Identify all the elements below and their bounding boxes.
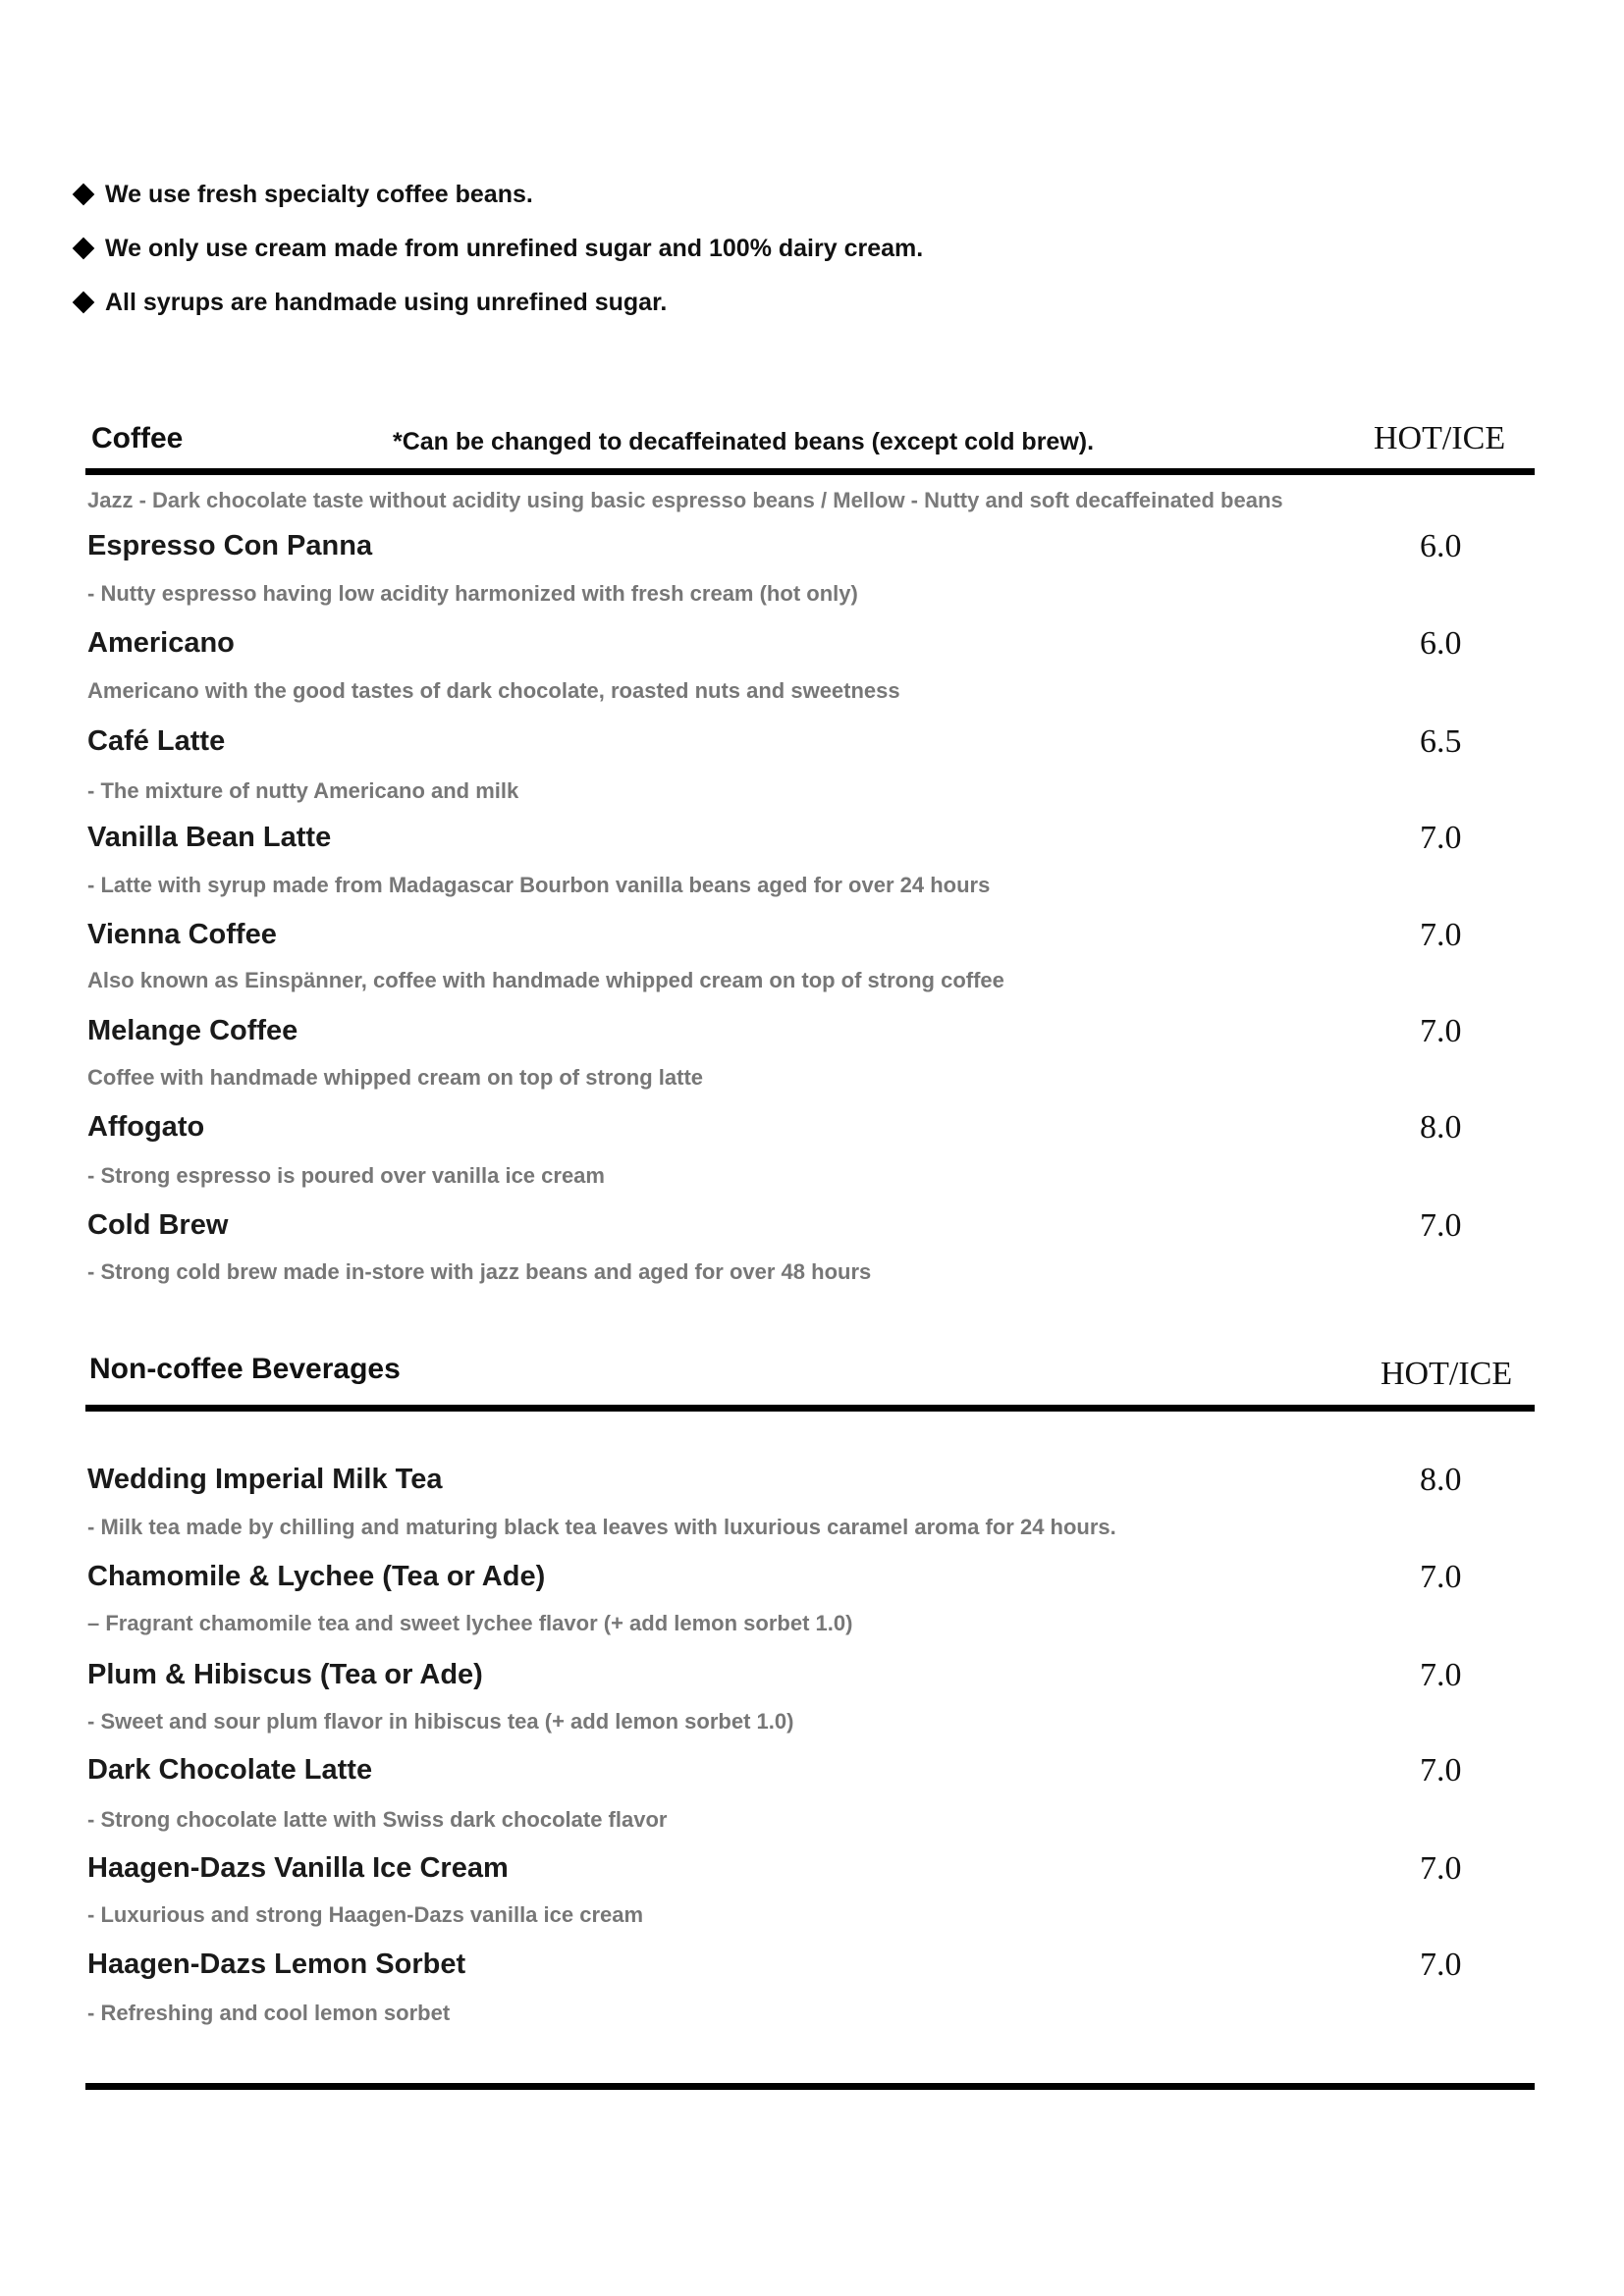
item-name: Chamomile & Lychee (Tea or Ade) [87, 1561, 546, 1592]
item-description: - Strong chocolate latte with Swiss dark chocolate flavor [87, 1807, 668, 1832]
note-text: All syrups are handmade using unrefined sugar. [105, 289, 668, 316]
item-price: 7.0 [1420, 917, 1462, 953]
noncoffee-column-header: HOT/ICE [1380, 1356, 1513, 1392]
menu-item [87, 725, 1482, 823]
menu-item [87, 1949, 1482, 2046]
item-price: 7.0 [1420, 820, 1462, 856]
item-description: - Sweet and sour plum flavor in hibiscus tea (+ add lemon sorbet 1.0) [87, 1709, 794, 1734]
item-description: – Fragrant chamomile tea and sweet lychee flavor (+ add lemon sorbet 1.0) [87, 1611, 853, 1635]
decaf-note: *Can be changed to decaffeinated beans (except cold brew). [393, 428, 1095, 455]
notes-list [72, 175, 923, 337]
menu-item [87, 530, 1482, 627]
item-name: Haagen-Dazs Lemon Sorbet [87, 1949, 466, 1980]
diamond-bullet-icon [73, 238, 95, 260]
item-name: Haagen-Dazs Vanilla Ice Cream [87, 1852, 509, 1884]
bottom-divider [85, 2083, 1535, 2090]
menu-item [87, 1754, 1482, 1851]
note-text: We use fresh specialty coffee beans. [105, 181, 533, 208]
coffee-column-header: HOT/ICE [1374, 420, 1506, 456]
note-item [72, 283, 923, 337]
note-text: We only use cream made from unrefined sugar and 100% dairy cream. [105, 235, 924, 262]
item-description: - Milk tea made by chilling and maturing black tea leaves with luxurious caramel aroma for 24 hours. [87, 1515, 1116, 1539]
item-description: - Nutty espresso having low acidity harmonized with fresh cream (hot only) [87, 581, 858, 606]
item-description: - Strong espresso is poured over vanilla ice cream [87, 1163, 605, 1188]
item-price: 7.0 [1420, 1850, 1462, 1887]
item-description: - Strong cold brew made in-store with jazz beans and aged for over 48 hours [87, 1259, 872, 1284]
item-name: Plum & Hibiscus (Tea or Ade) [87, 1659, 483, 1690]
menu-item [87, 919, 1482, 1016]
item-description: - Latte with syrup made from Madagascar Bourbon vanilla beans aged for over 24 hours [87, 873, 991, 897]
menu-item [87, 1015, 1482, 1112]
item-name: Café Latte [87, 725, 226, 757]
item-description: - Luxurious and strong Haagen-Dazs vanilla ice cream [87, 1902, 644, 1927]
item-price: 6.0 [1420, 625, 1462, 662]
diamond-bullet-icon [73, 184, 95, 206]
item-price: 8.0 [1420, 1462, 1462, 1498]
menu-item [87, 1659, 1482, 1756]
item-name: Melange Coffee [87, 1015, 298, 1046]
item-price: 7.0 [1420, 1013, 1462, 1049]
menu-item [87, 1852, 1482, 1949]
item-description: - The mixture of nutty Americano and milk [87, 778, 519, 803]
item-name: Cold Brew [87, 1209, 229, 1241]
noncoffee-section-title: Non-coffee Beverages [89, 1353, 401, 1385]
menu-item [87, 1209, 1482, 1307]
item-price: 8.0 [1420, 1109, 1462, 1146]
item-price: 7.0 [1420, 1947, 1462, 1983]
diamond-bullet-icon [73, 292, 95, 314]
item-name: Vanilla Bean Latte [87, 822, 332, 853]
menu-item [87, 1464, 1482, 1561]
item-price: 6.0 [1420, 528, 1462, 564]
noncoffee-divider [85, 1405, 1535, 1412]
item-price: 7.0 [1420, 1559, 1462, 1595]
item-price: 6.5 [1420, 723, 1462, 760]
item-description: - Refreshing and cool lemon sorbet [87, 2001, 451, 2025]
coffee-beans-intro: Jazz - Dark chocolate taste without acidity using basic espresso beans / Mellow - Nutty and soft decaffeinated beans [87, 488, 1283, 512]
note-item [72, 175, 923, 229]
item-name: Wedding Imperial Milk Tea [87, 1464, 443, 1495]
coffee-divider [85, 468, 1535, 475]
item-price: 7.0 [1420, 1752, 1462, 1789]
item-price: 7.0 [1420, 1657, 1462, 1693]
item-description: Coffee with handmade whipped cream on top of strong latte [87, 1065, 704, 1090]
item-price: 7.0 [1420, 1207, 1462, 1244]
menu-item [87, 627, 1482, 724]
menu-item [87, 822, 1482, 919]
coffee-section-title: Coffee [91, 422, 184, 454]
note-item [72, 229, 923, 283]
menu-item [87, 1111, 1482, 1208]
item-name: Espresso Con Panna [87, 530, 373, 561]
item-name: Vienna Coffee [87, 919, 277, 950]
item-name: Affogato [87, 1111, 205, 1143]
menu-item [87, 1561, 1482, 1658]
item-description: Also known as Einspänner, coffee with handmade whipped cream on top of strong coffee [87, 968, 1004, 992]
item-description: Americano with the good tastes of dark chocolate, roasted nuts and sweetness [87, 678, 900, 703]
item-name: Dark Chocolate Latte [87, 1754, 373, 1786]
item-name: Americano [87, 627, 235, 659]
